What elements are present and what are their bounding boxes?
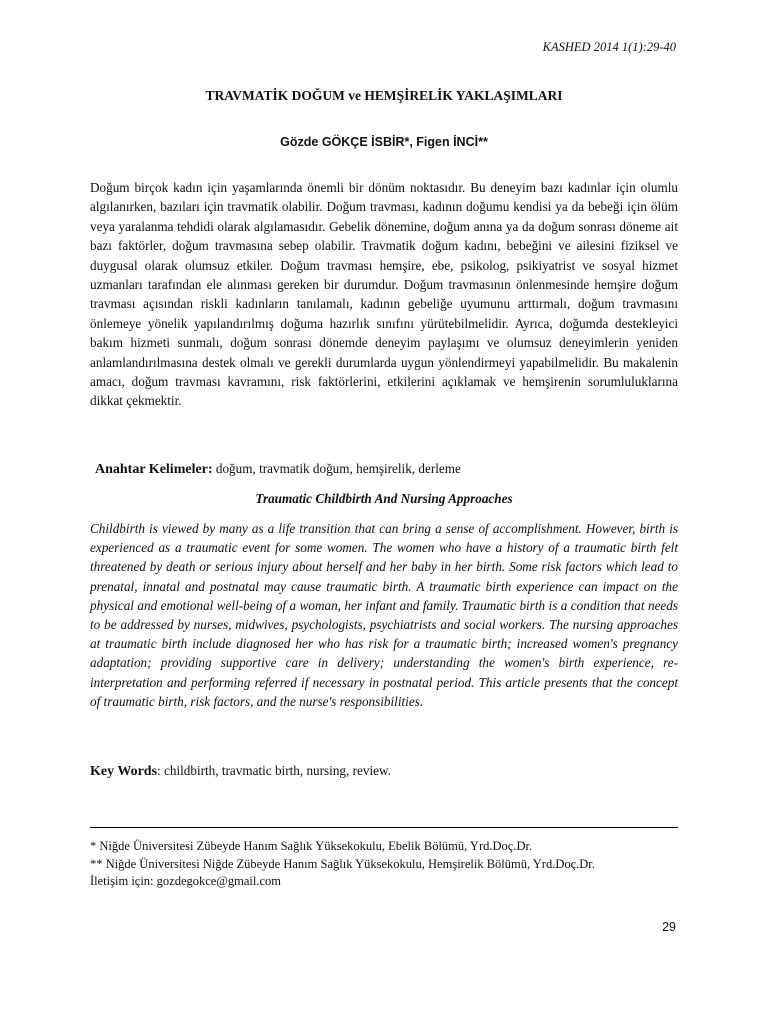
footnote-divider xyxy=(90,827,678,828)
keywords-tr-list: doğum, travmatik doğum, hemşirelik, derleme xyxy=(212,461,461,476)
abstract-en: Childbirth is viewed by many as a life transition that can bring a sense of accomplishment. However, birth is experienced as a traumatic event for some women. The women who have a history of a traumatic birth felt threatened by death or serious injury about herself and her baby in her birth. Some risk factors which lead to prenatal, innatal and postnatal may cause traumatic birth. A traumatic birth experience can impact on the physical and emotional well-being of a woman, her infant and family. Traumatic birth is a condition that needs to be addressed by nurses, midwives, psychologists, psychiatrists and social workers. The nursing approaches at traumatic birth include diagnosed her who has risk for a traumatic birth; increased women's pregnancy adaptation; providing supportive care in delivery; understanding the women's birth experience, re-interpretation and performing referred if necessary in postnatal period. This article presents that the concept of traumatic birth, risk factors, and the nurse's responsibilities. xyxy=(90,521,678,709)
abstract-tr: Doğum birçok kadın için yaşamlarında önemli bir dönüm noktasıdır. Bu deneyim bazı kadınlar için olumlu algılanırken, bazıları için travmatik olabilir. Doğum travması, kadının doğumu kendisi ya da bebeği için ölüm veya yaralanma tehdidi olarak algılamasıdır. Gebelik dönemine, doğum anına ya da doğum sonrası döneme ait bazı faktörler, doğum travmasına sebep olabilir. Travmatik doğum kadını, bebeğini ve ailesini fiziksel ve duygusal olarak olumsuz etkiler. Doğum travması hemşire, ebe, psikolog, psikiyatrist ve sosyal hizmet uzmanları tarafından ele alınması gereken bir durumdur. Doğum travmasının önlenmesinde hemşire doğum travması açısından riskli kadınların tanılamalı, kadının gebeliğe uyumunu arttırmalı, doğum travmasını önlemeye yönelik yapılandırılmış doğuma hazırlık sınıfını yürütebilmelidir. Ayrıca, doğumda destekleyici bakım hizmeti sunmalı, doğum sonrası dönemde deneyim paylaşımı ve olumsuz deneyimlerin yeniden anlamlandırılmasına destek olmalı ve gerekli durumlarda uygun yönlendirmeyi yapabilmelidir. Bu makalenin amacı, doğum travması kavramını, risk faktörlerini, etkilerini açıklamak ve hemşirenin sorumluluklarına dikkat çekmektir. xyxy=(90,180,678,409)
footnotes xyxy=(90,838,690,891)
page-number: 29 xyxy=(662,920,676,934)
article-title-tr: TRAVMATİK DOĞUM ve HEMŞİRELİK YAKLAŞIMLARI xyxy=(205,88,563,103)
keywords-tr-label: Anahtar Kelimeler: xyxy=(95,462,213,477)
footnote-contact: İletişim için: gozdegokce@gmail.com xyxy=(90,874,281,888)
keywords-tr xyxy=(95,461,678,478)
journal-reference: KASHED 2014 1(1):29-40 xyxy=(542,40,676,54)
article-title-en: Traumatic Childbirth And Nursing Approaches xyxy=(255,491,513,506)
footnote-affiliation-2: ** Niğde Üniversitesi Niğde Zübeyde Hanım Sağlık Yüksekokulu, Hemşirelik Bölümü, Yrd.Doç.Dr. xyxy=(90,856,595,871)
keywords-en-list: : childbirth, travmatic birth, nursing, review. xyxy=(157,763,391,778)
footnote-affiliation-1: * Niğde Üniversitesi Zübeyde Hanım Sağlık Yüksekokulu, Ebelik Bölümü, Yrd.Doç.Dr. xyxy=(90,839,533,853)
keywords-en-label: Key Words xyxy=(90,764,158,779)
author-list: Gözde GÖKÇE İSBİR*, Figen İNCİ** xyxy=(280,135,488,149)
keywords-en xyxy=(90,763,678,780)
